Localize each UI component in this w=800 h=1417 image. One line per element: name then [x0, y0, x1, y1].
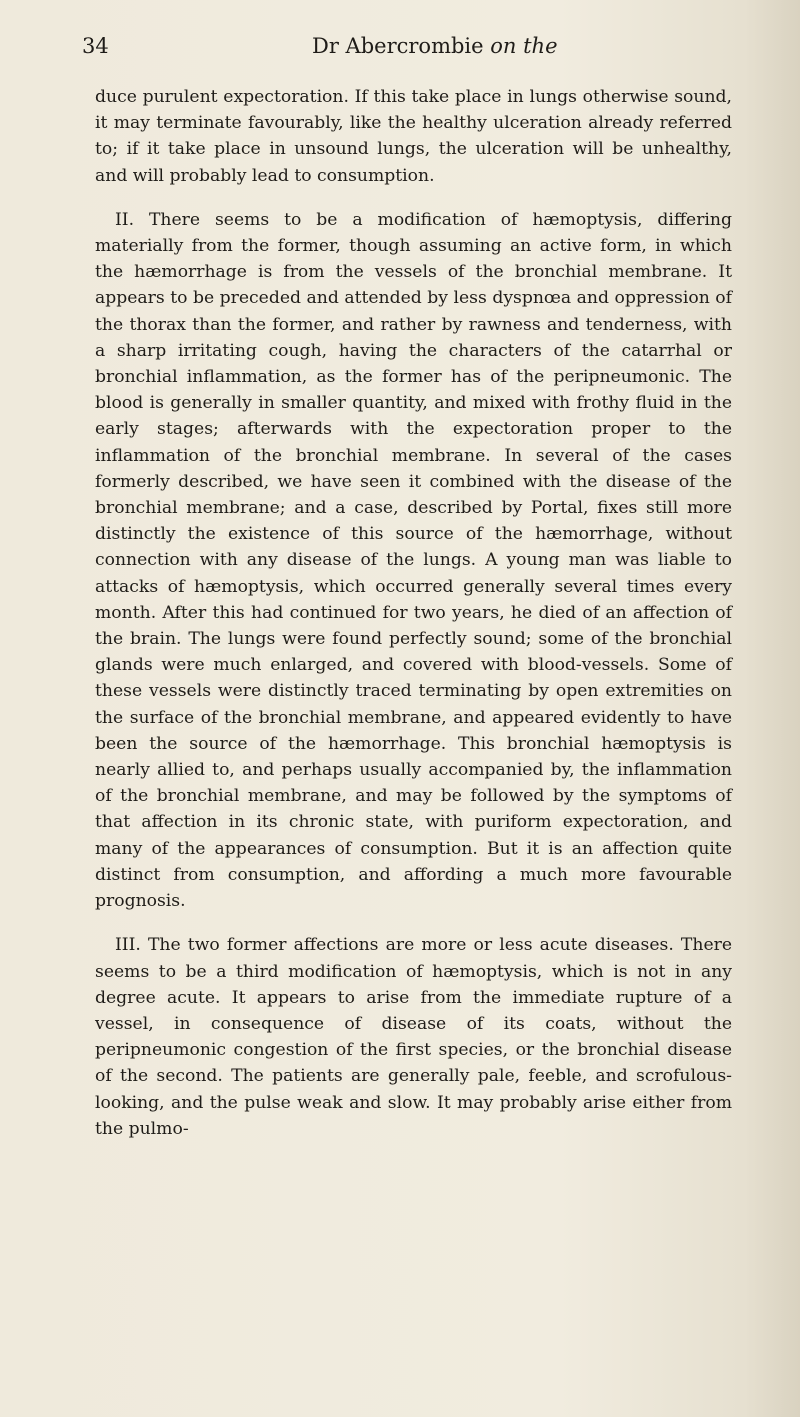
running-head-author: Dr Abercrombie: [312, 34, 484, 58]
page-number: 34: [82, 34, 109, 58]
paragraph-continued: [95, 84, 732, 189]
running-head-italic: on the: [490, 34, 558, 58]
paragraph-text: duce purulent expectoration. If this take place in lungs otherwise sound, it may terminate favourably, like the healthy ulceration already referred to; if it take place in unsound lungs, the ulceration will be unhealthy, and will probably lead to consumption.: [95, 87, 732, 186]
section-numeral: II.: [115, 209, 135, 230]
running-head: [312, 34, 558, 58]
paragraph-section-ii: [95, 207, 732, 914]
paragraph-text: There seems to be a modification of hæmoptysis, differing materially from the former, though assuming an active form, in which the hæmorrhage is from the vessels of the bronchial membrane. It appears to be preceded and attended by less dyspnœa and oppression of the thorax than the former, and rather by rawness and tenderness, with a sharp irritating cough, having the characters of the catarrhal or bronchial inflammation, as the former has of the peripneumonic. The blood is generally in smaller quantity, and mixed with frothy fluid in the early stages; afterwards with the expectoration proper to the inflammation of the bronchial membrane. In several of the cases formerly described, we have seen it combined with the disease of the bronchial membrane; and a case, described by Portal, fixes still more distinctly the existence of this source of the hæmorrhage, without connection with any disease of the lungs. A young man was liable to attacks of hæmoptysis, which occurred generally several times every month. After this had continued for two years, he died of an affection of the brain. The lungs were found perfectly sound; some of the bronchial glands were much enlarged, and covered with blood-vessels. Some of these vessels were distinctly traced terminating by open extremities on the surface of the bronchial membrane, and appeared evidently to have been the source of the hæmorrhage. This bronchial hæmoptysis is nearly allied to, and perhaps usually accompanied by, the inflammation of the bronchial membrane, and may be followed by the symptoms of that affection in its chronic state, with puriform expectoration, and many of the appearances of consumption. But it is an affection quite distinct from consumption, and affording a much more favourable prognosis.: [95, 209, 732, 912]
paragraph-text: The two former affections are more or less acute diseases. There seems to be a third modification of hæmoptysis, which is not in any degree acute. It appears to arise from the immediate rupture of a vessel, in consequence of disease of its coats, without the peripneumonic congestion of the first species, or the bronchial disease of the second. The patients are generally pale, feeble, and scrofulous-looking, and the pulse weak and slow. It may probably arise either from the pulmo-: [95, 935, 732, 1139]
body-text: [95, 84, 732, 1142]
section-numeral: III.: [115, 935, 141, 956]
paragraph-section-iii: [95, 932, 732, 1142]
page-header: [82, 34, 732, 68]
